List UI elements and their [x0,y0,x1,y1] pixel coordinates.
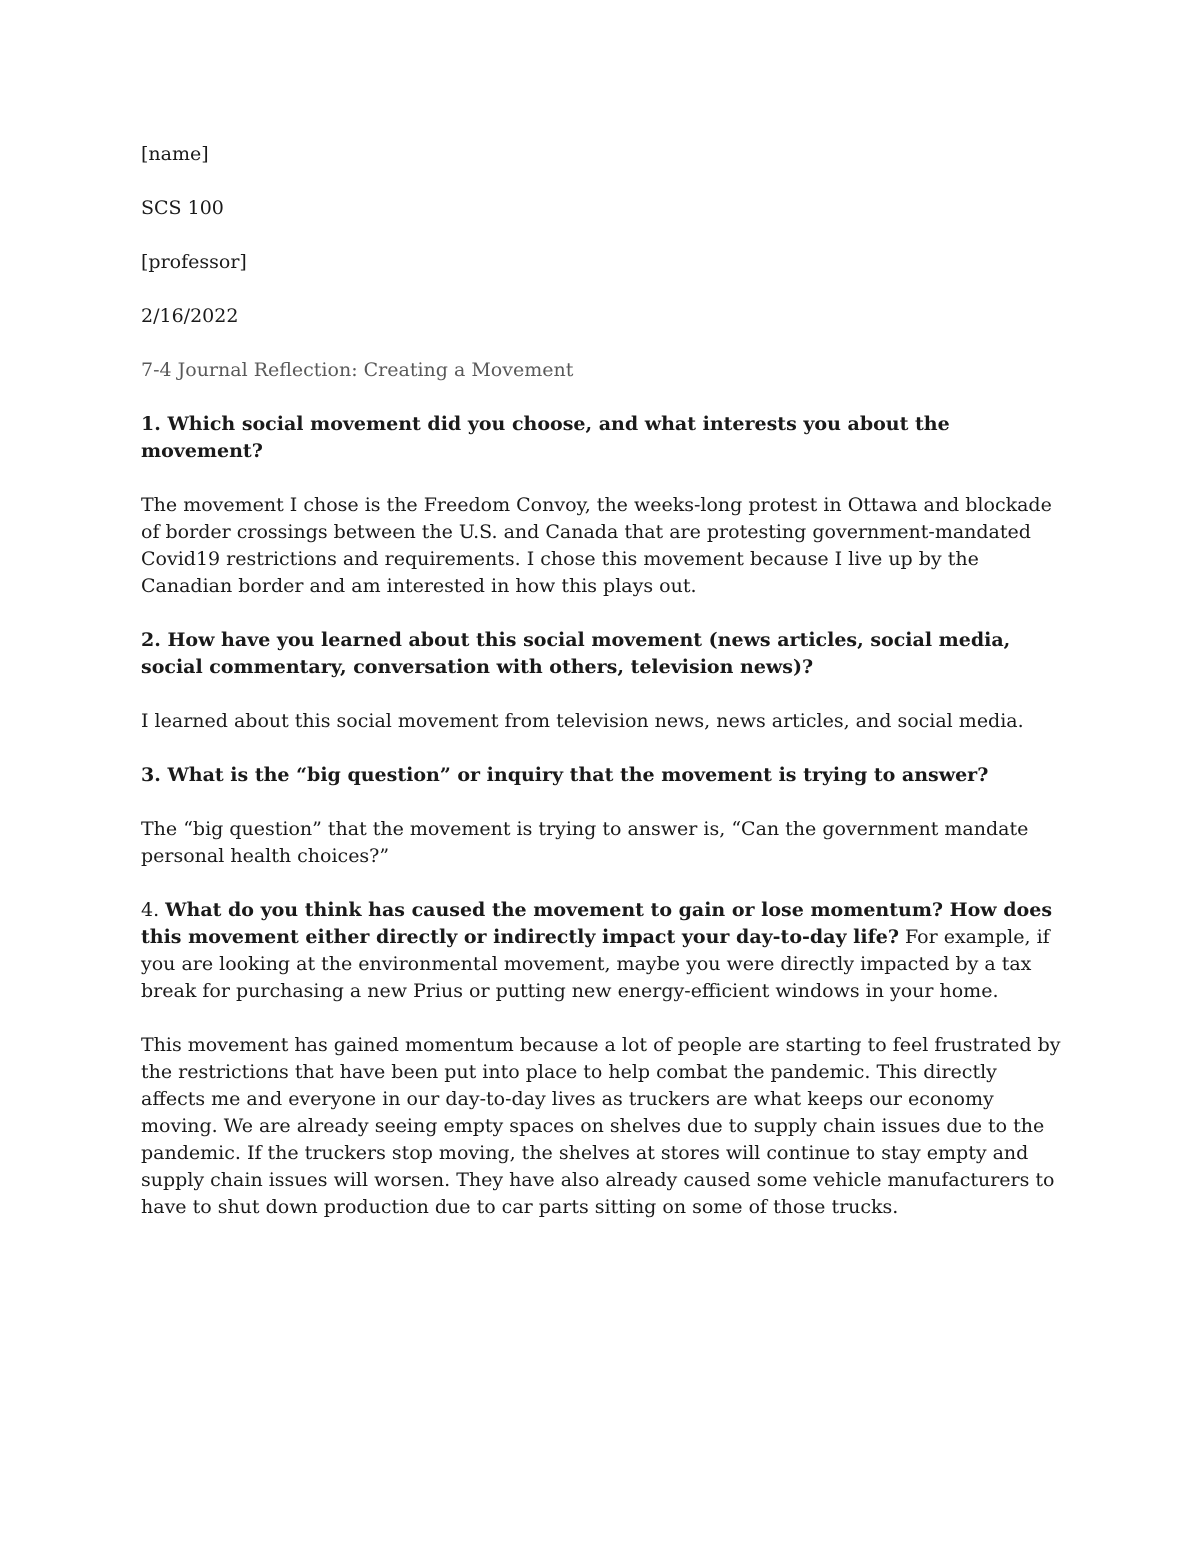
question-1: 1. Which social movement did you choose, and what interests you about the movement? [141,413,950,462]
answer-2: I learned about this social movement from television news, news articles, and social media. [141,710,1024,732]
professor-name: [professor] [141,251,247,273]
question-4: What do you think has caused the movement to gain or lose momentum? How does this movement either directly or indirectly impact your day-to-day life? [141,899,1053,948]
question-4-number: 4. [141,899,166,921]
answer-1: The movement I chose is the Freedom Convoy, the weeks-long protest in Ottawa and blockade of border crossings between the U.S. and Canada that are protesting government-mandated Covid19 restrictions and requirements. I chose this movement because I live up by the Canadian border and am interested in how this plays out. [141,494,1052,597]
question-4-note: For example, if you are looking at the environmental movement, maybe you were directly impacted by a tax break for purchasing a new Prius or putting new energy-efficient windows in your home. [141,926,1050,1002]
document-body [141,141,1066,1248]
question-2: 2. How have you learned about this social movement (news articles, social media, social commentary, conversation with others, television news)? [141,629,1011,678]
course-code: SCS 100 [141,197,224,219]
student-name: [name] [141,143,209,165]
document-date: 2/16/2022 [141,305,239,327]
answer-3: The “big question” that the movement is trying to answer is, “Can the government mandate personal health choices?” [141,818,1029,867]
question-3: 3. What is the “big question” or inquiry that the movement is trying to answer? [141,764,989,786]
question-4-paragraph [141,897,1066,1005]
answer-4: This movement has gained momentum because a lot of people are starting to feel frustrated by the restrictions that have been put into place to help combat the pandemic. This directly affects me and everyone in our day-to-day lives as truckers are what keeps our economy moving. We are already seeing empty spaces on shelves due to supply chain issues due to the pandemic. If the truckers stop moving, the shelves at stores will continue to stay empty and supply chain issues will worsen. They have also already caused some vehicle manufacturers to have to shut down production due to car parts sitting on some of those trucks. [141,1034,1061,1218]
document-title: 7-4 Journal Reflection: Creating a Movement [141,359,574,381]
